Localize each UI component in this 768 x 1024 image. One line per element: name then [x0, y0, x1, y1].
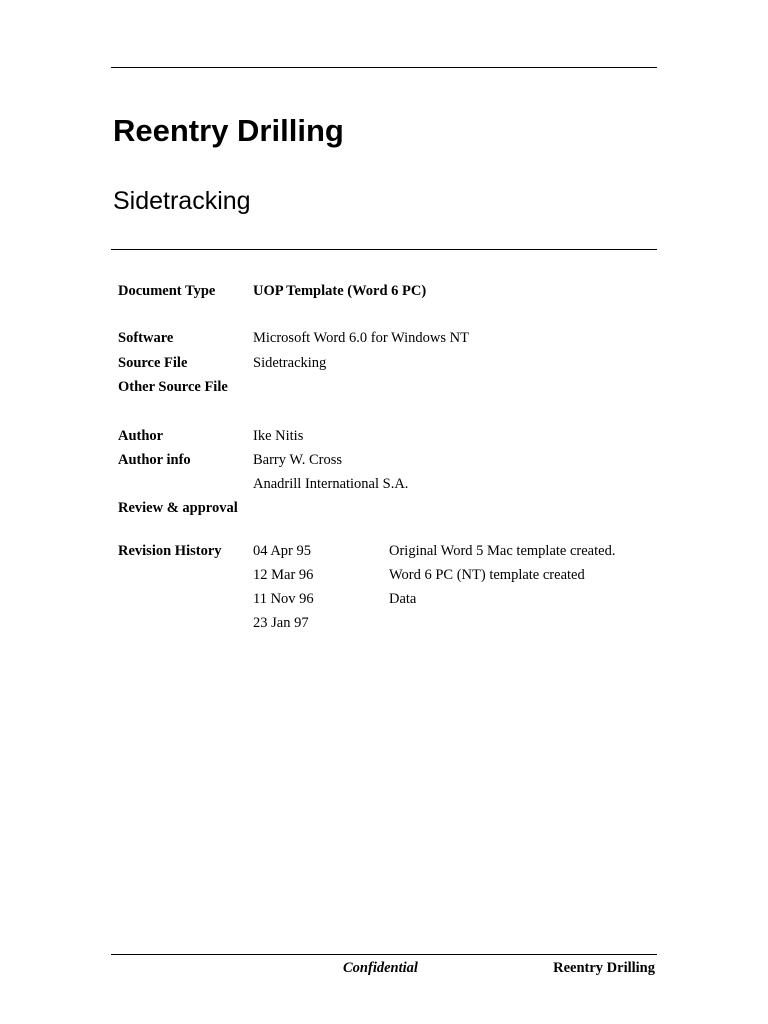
- review-approval-label: Review & approval: [118, 500, 238, 516]
- revision-date: 04 Apr 95: [253, 543, 311, 559]
- source-file-label: Source File: [118, 355, 188, 371]
- document-type-value: UOP Template (Word 6 PC): [253, 283, 427, 299]
- revision-history-label: Revision History: [118, 543, 222, 559]
- revision-note: Word 6 PC (NT) template created: [389, 567, 585, 583]
- footer-confidential: Confidential: [343, 960, 418, 976]
- software-value: Microsoft Word 6.0 for Windows NT: [253, 330, 469, 346]
- footer-document-title: Reentry Drilling: [553, 960, 655, 976]
- other-source-file-label: Other Source File: [118, 379, 228, 395]
- footer-rule: [111, 954, 657, 955]
- revision-note: Original Word 5 Mac template created.: [389, 543, 616, 559]
- document-subtitle: Sidetracking: [113, 187, 251, 215]
- revision-note: Data: [389, 591, 417, 607]
- source-file-value: Sidetracking: [253, 355, 327, 371]
- header-rule: [111, 249, 657, 250]
- document-type-label: Document Type: [118, 283, 216, 299]
- top-rule: [111, 67, 657, 68]
- author-info-line-2: Anadrill International S.A.: [253, 476, 409, 492]
- software-label: Software: [118, 330, 174, 346]
- author-label: Author: [118, 428, 164, 444]
- revision-date: 12 Mar 96: [253, 567, 314, 583]
- revision-date: 23 Jan 97: [253, 615, 309, 631]
- document-title: Reentry Drilling: [113, 113, 344, 148]
- author-info-label: Author info: [118, 452, 191, 468]
- author-info-line-1: Barry W. Cross: [253, 452, 343, 468]
- author-value: Ike Nitis: [253, 428, 304, 444]
- revision-date: 11 Nov 96: [253, 591, 314, 607]
